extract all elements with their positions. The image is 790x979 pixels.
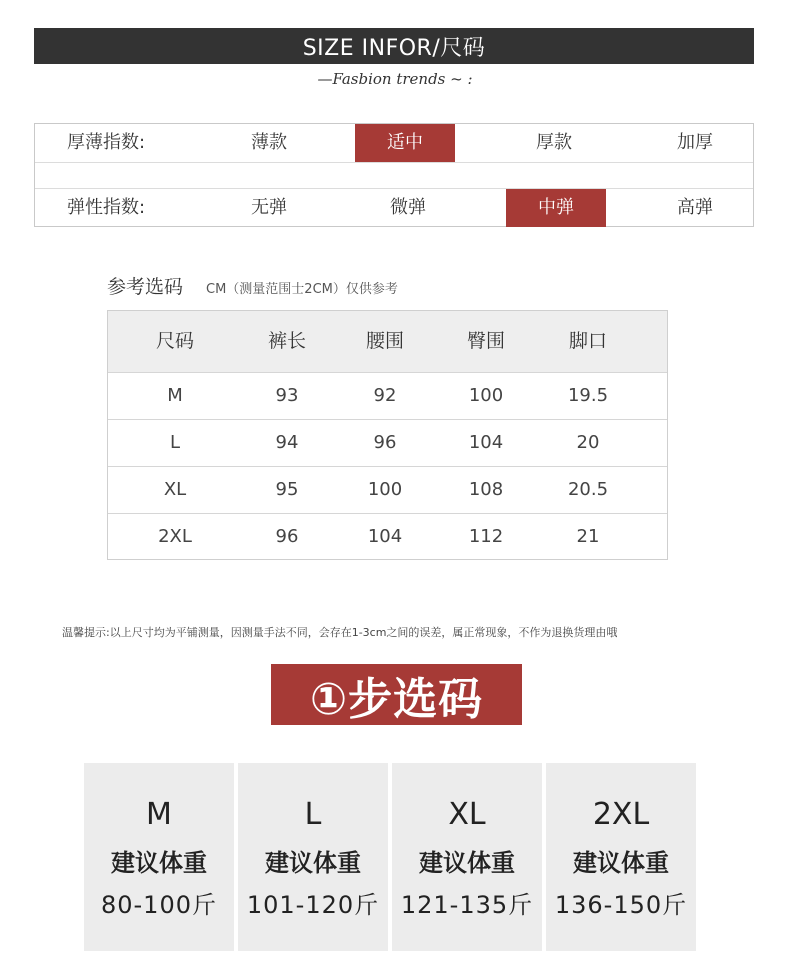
size-table-header	[108, 311, 667, 372]
recommend-size: XL	[448, 797, 486, 832]
recommend-label: 建议体重	[573, 849, 669, 877]
recommend-card-2xl	[546, 763, 696, 951]
table-cell: 20	[576, 432, 600, 453]
thickness-option-selected: 适中	[355, 124, 455, 162]
column-header: 尺码	[155, 330, 194, 352]
table-row	[108, 419, 667, 466]
recommend-card-l	[238, 763, 388, 951]
recommend-size: 2XL	[592, 797, 650, 832]
recommend-card-xl	[392, 763, 542, 951]
index-table	[34, 123, 754, 227]
recommend-weight: 80-100斤	[100, 891, 217, 919]
table-row	[108, 372, 667, 419]
table-cell: 96	[275, 526, 299, 547]
table-cell: 112	[468, 526, 504, 547]
column-header: 腰围	[365, 330, 404, 352]
warm-tip: 温馨提示:以上尺寸均为平铺测量，因测量手法不同，会存在1-3cm之间的误差，属正常现象，不作为退换货理由哦	[62, 626, 618, 639]
table-cell: 104	[468, 432, 504, 453]
table-row	[108, 513, 667, 560]
table-cell: 19.5	[567, 385, 609, 406]
size-table	[107, 310, 668, 560]
step-banner: ①步选码	[271, 664, 522, 725]
recommend-weight: 101-120斤	[246, 891, 380, 919]
header-bar	[34, 28, 754, 64]
table-cell: 20.5	[567, 479, 609, 500]
recommend-label: 建议体重	[111, 849, 207, 877]
recommend-size: L	[304, 797, 322, 832]
column-header: 裤长	[267, 330, 306, 352]
recommend-weight: 121-135斤	[400, 891, 534, 919]
table-cell: 104	[367, 526, 403, 547]
elasticity-option: 无弹	[251, 197, 287, 218]
elasticity-option: 微弹	[390, 197, 426, 218]
elasticity-label: 弹性指数:	[67, 197, 146, 218]
table-cell: XL	[163, 479, 187, 500]
thickness-option: 加厚	[677, 132, 713, 153]
subtitle: —Fasbion trends ~ :	[317, 70, 473, 88]
elasticity-option: 高弹	[677, 197, 713, 218]
reference-title: 参考选码	[107, 276, 184, 298]
thickness-option: 厚款	[536, 132, 572, 153]
elasticity-row	[35, 188, 753, 228]
recommend-weight: 136-150斤	[554, 891, 688, 919]
table-row	[108, 466, 667, 513]
table-cell: 93	[275, 385, 299, 406]
thickness-option: 薄款	[251, 132, 287, 153]
recommend-size: M	[146, 797, 172, 832]
table-cell: M	[167, 385, 183, 406]
recommend-label: 建议体重	[265, 849, 361, 877]
table-cell: 94	[275, 432, 299, 453]
elasticity-option-selected: 中弹	[506, 189, 606, 227]
table-cell: 100	[367, 479, 403, 500]
table-cell: 92	[373, 385, 397, 406]
thickness-row	[35, 124, 753, 163]
table-cell: 95	[275, 479, 299, 500]
column-header: 臀围	[466, 330, 505, 352]
table-cell: L	[169, 432, 181, 453]
recommend-card-m	[84, 763, 234, 951]
table-cell: 2XL	[158, 526, 192, 547]
table-cell: 108	[468, 479, 504, 500]
table-cell: 21	[576, 526, 600, 547]
table-cell: 100	[468, 385, 504, 406]
thickness-label: 厚薄指数:	[67, 132, 146, 153]
page-title: SIZE INFOR/尺码	[302, 35, 486, 61]
reference-note: CM（测量范围士2CM）仅供参考	[206, 282, 398, 297]
recommend-label: 建议体重	[419, 849, 515, 877]
column-header: 脚口	[568, 330, 607, 352]
table-cell: 96	[373, 432, 397, 453]
